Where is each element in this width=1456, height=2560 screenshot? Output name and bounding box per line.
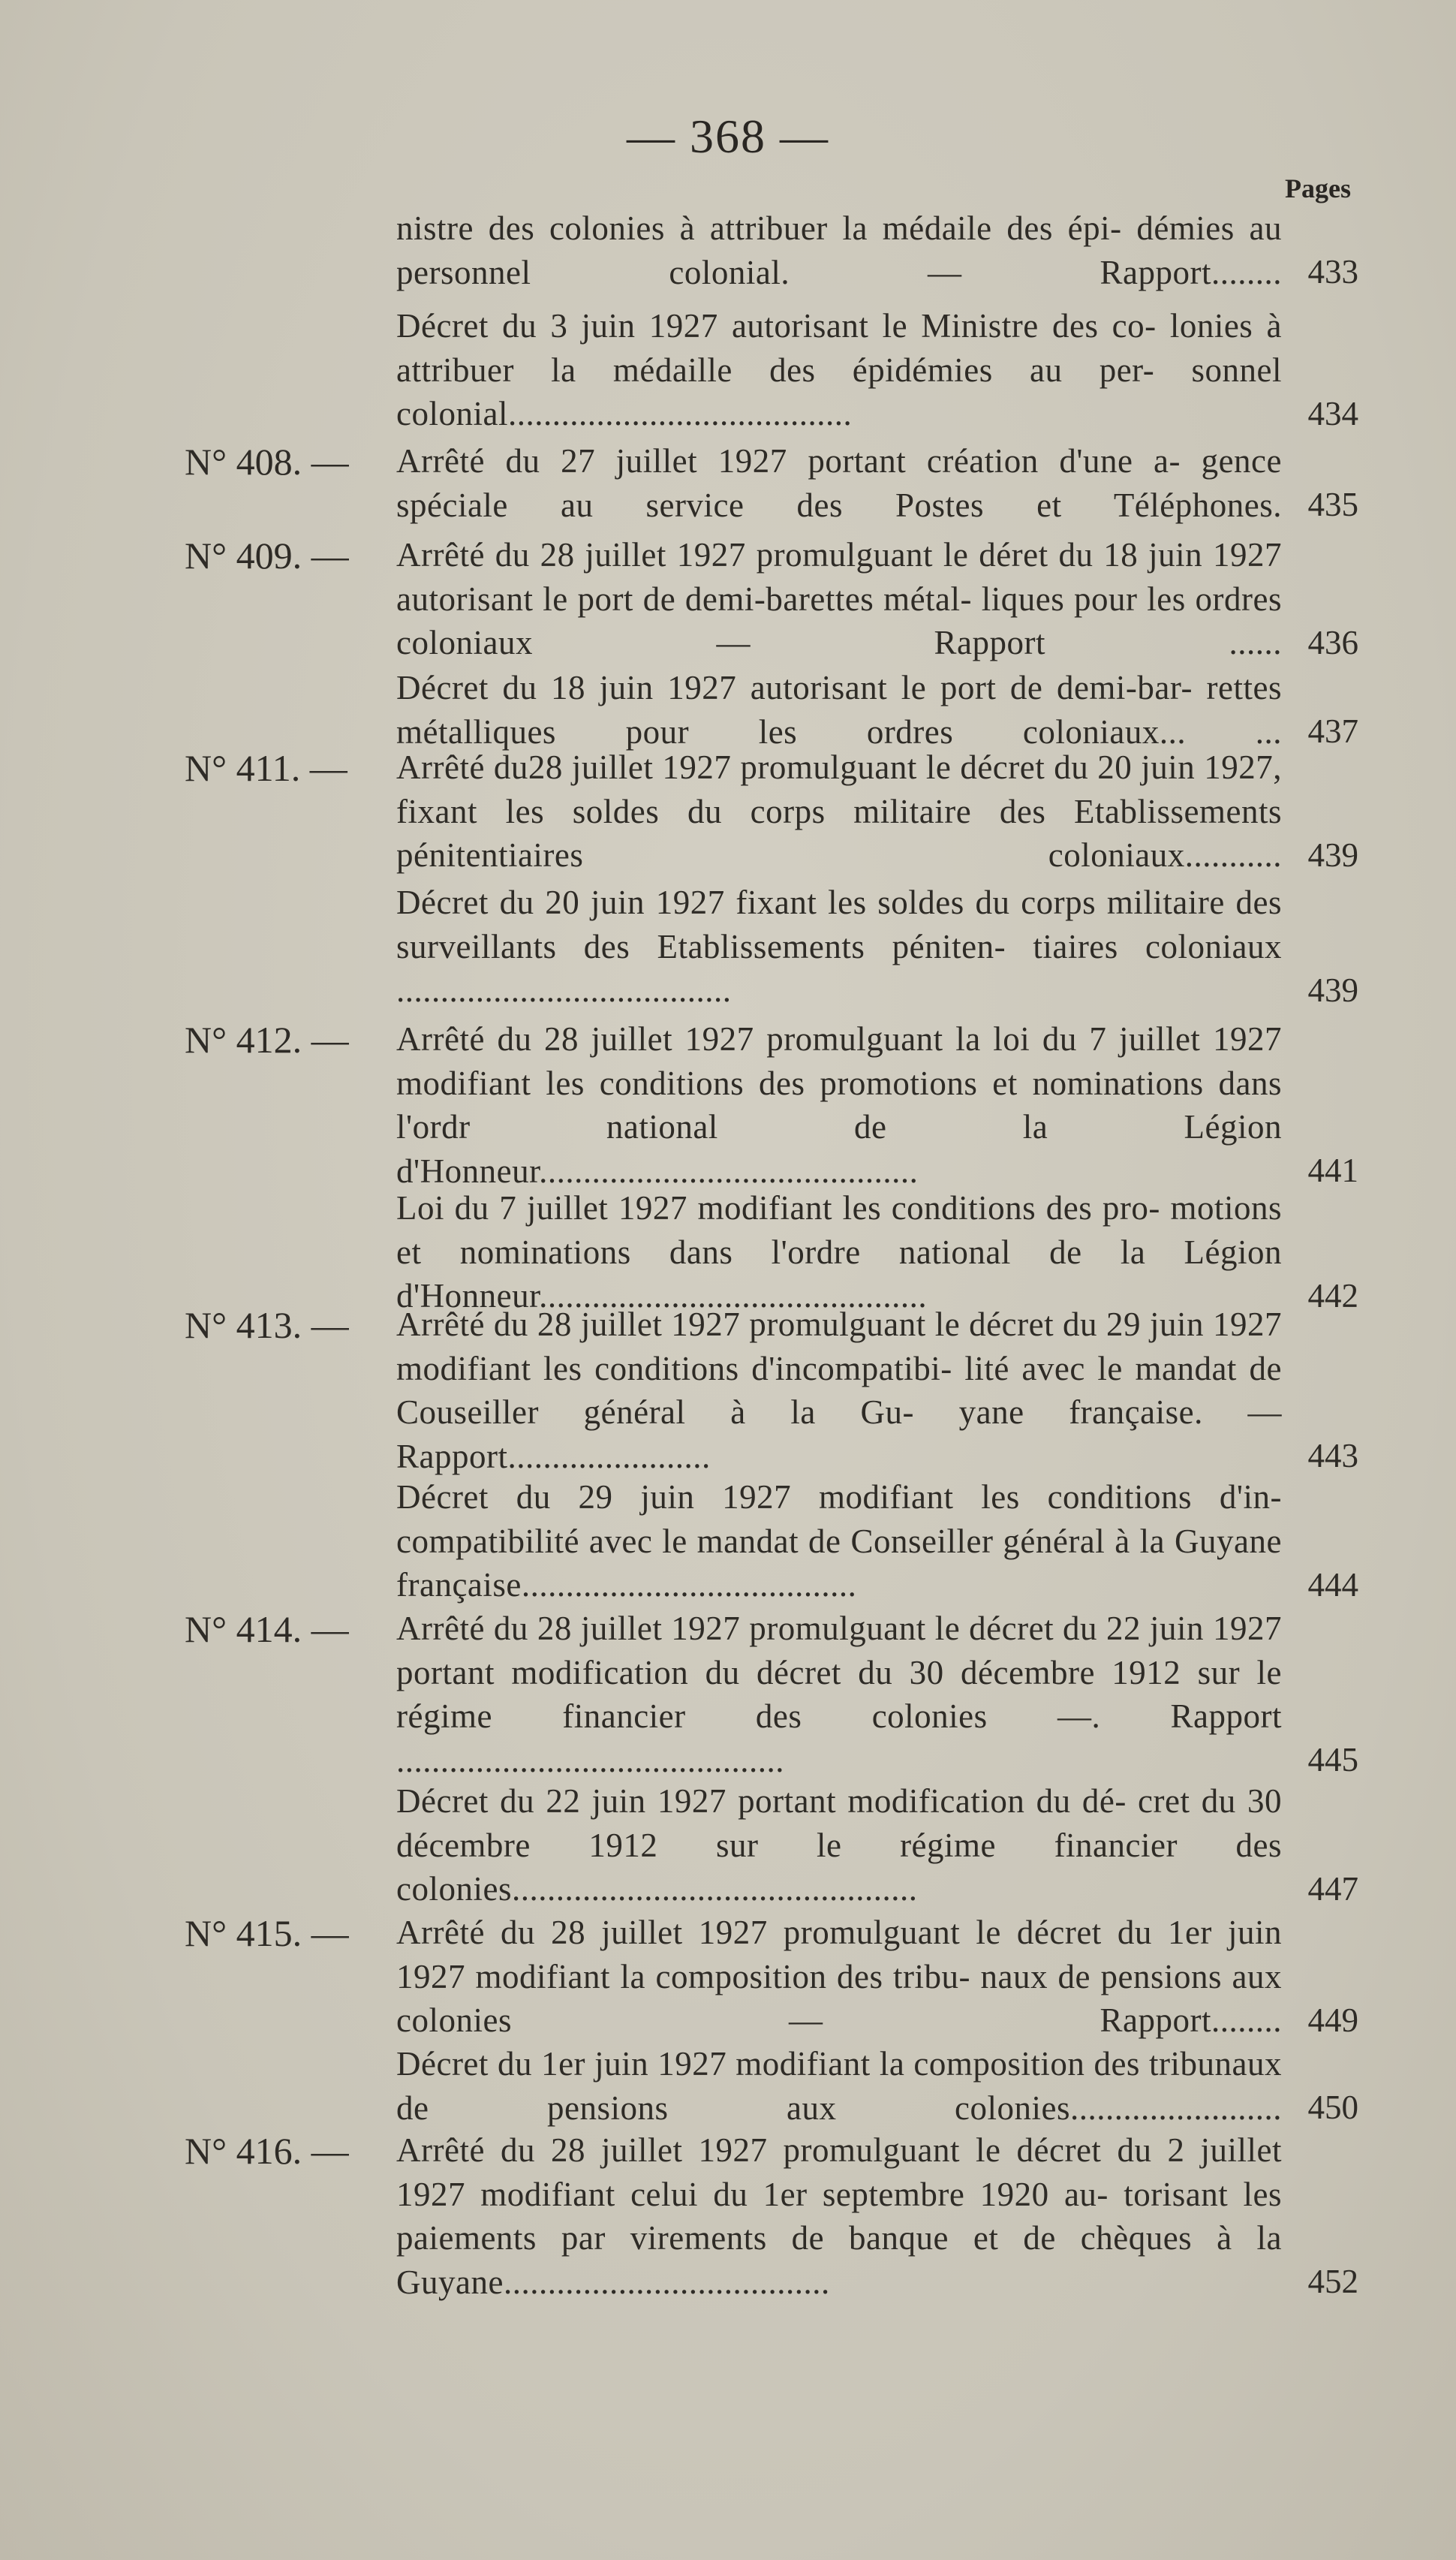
entry-text: Loi du 7 juillet 1927 modifiant les conditions des pro- motions et nominations dans l'ordre national de la Légion d'Honneur............................................ [396, 1189, 1282, 1315]
entry-text: Décret du 20 juin 1927 fixant les soldes du corps militaire des surveillants des Etablissements péniten- tiaires coloniaux ...................................... [396, 884, 1282, 1009]
entry-number: N° 408. — [185, 441, 349, 483]
entry-text: Arrêté du 28 juillet 1927 promulguant le déret du 18 juin 1927 autorisant le port de demi-barettes métal- liques pour les ordres coloniaux — Rapport ...... [396, 536, 1282, 661]
entry-number: N° 412. — [185, 1019, 349, 1061]
entry-text: Arrêté du 27 juillet 1927 portant création d'une a- gence spéciale au service des Postes et Téléphones. [396, 442, 1282, 524]
entry-text: Décret du 22 juin 1927 portant modification du dé- cret du 30 décembre 1912 sur le régime financier des colonies.............................................. [396, 1782, 1282, 1908]
entry-page: 449 [1307, 2001, 1358, 2039]
entry-text: Décret du 29 juin 1927 modifiant les conditions d'in- compatibilité avec le mandat de Conseiller général à la Guyane française...................................... [396, 1478, 1282, 1604]
entry-text: Décret du 3 juin 1927 autorisant le Ministre des co- lonies à attribuer la médaille des épidémies au per- sonnel colonial....................................... [396, 307, 1282, 432]
entry-page: 439 [1307, 971, 1358, 1009]
entry-text: Arrêté du 28 juillet 1927 promulguant le décret du 29 juin 1927 modifiant les conditions d'incompatibi- lité avec le mandat de Couseiller général à la Gu- yane française. — Rapport....................... [396, 1306, 1282, 1475]
page-number: — 368 — [627, 110, 829, 163]
entry-text: Arrêté du 28 juillet 1927 promulguant la loi du 7 juillet 1927 modifiant les conditions des promotions et nominations dans l'ordr national de la Légion d'Honneur........................................... [396, 1020, 1282, 1190]
entry-text: Arrêté du 28 juillet 1927 promulguant le décret du 1er juin 1927 modifiant la composition des tribu- naux de pensions aux colonies — Rapport........ [396, 1914, 1282, 2039]
entry-number: N° 416. — [185, 2130, 349, 2172]
entry-page: 437 [1307, 712, 1358, 750]
entry-number: N° 409. — [185, 535, 349, 577]
pages-column-header: Pages [1285, 173, 1351, 203]
entry-page: 434 [1307, 395, 1358, 432]
entry-page: 435 [1307, 486, 1358, 523]
entry-page: 450 [1307, 2089, 1358, 2126]
entry-number: N° 415. — [185, 1912, 349, 1954]
entry-page: 441 [1307, 1152, 1358, 1189]
entry-page: 447 [1307, 1870, 1358, 1908]
entry-text: Arrêté du 28 juillet 1927 promulguant le décret du 22 juin 1927 portant modification du décret du 30 décembre 1912 sur le régime financier des colonies —. Rapport ............................................ [396, 1610, 1282, 1779]
entry-page: 436 [1307, 624, 1358, 661]
entry-page: 445 [1307, 1741, 1358, 1778]
entry-number: N° 411. — [185, 747, 347, 789]
entry-text: nistre des colonies à attribuer la médaile des épi- démies au personnel colonial. — Rapport........ [396, 209, 1282, 291]
entry-page: 442 [1307, 1277, 1358, 1315]
entry-page: 439 [1307, 836, 1358, 874]
entry-number: N° 414. — [185, 1608, 349, 1650]
entry-text: Arrêté du 28 juillet 1927 promulguant le décret du 2 juillet 1927 modifiant celui du 1er septembre 1920 au- torisant les paiements par virements de banque et de chèques à la Guyane..................................... [396, 2131, 1282, 2301]
entry-number: N° 413. — [185, 1304, 349, 1346]
entry-page: 433 [1307, 253, 1358, 291]
entry-page: 444 [1307, 1566, 1358, 1604]
entry-page: 443 [1307, 1437, 1358, 1474]
entry-text: Décret du 18 juin 1927 autorisant le port de demi-bar- rettes métalliques pour les ordres coloniaux... ... [396, 669, 1282, 751]
entry-text: Arrêté du28 juillet 1927 promulguant le décret du 20 juin 1927, fixant les soldes du corps militaire des Etablissements pénitentiaires coloniaux........... [396, 748, 1282, 874]
entry-page: 452 [1307, 2263, 1358, 2300]
entry-text: Décret du 1er juin 1927 modifiant la composition des tribunaux de pensions aux colonies........................ [396, 2045, 1282, 2127]
